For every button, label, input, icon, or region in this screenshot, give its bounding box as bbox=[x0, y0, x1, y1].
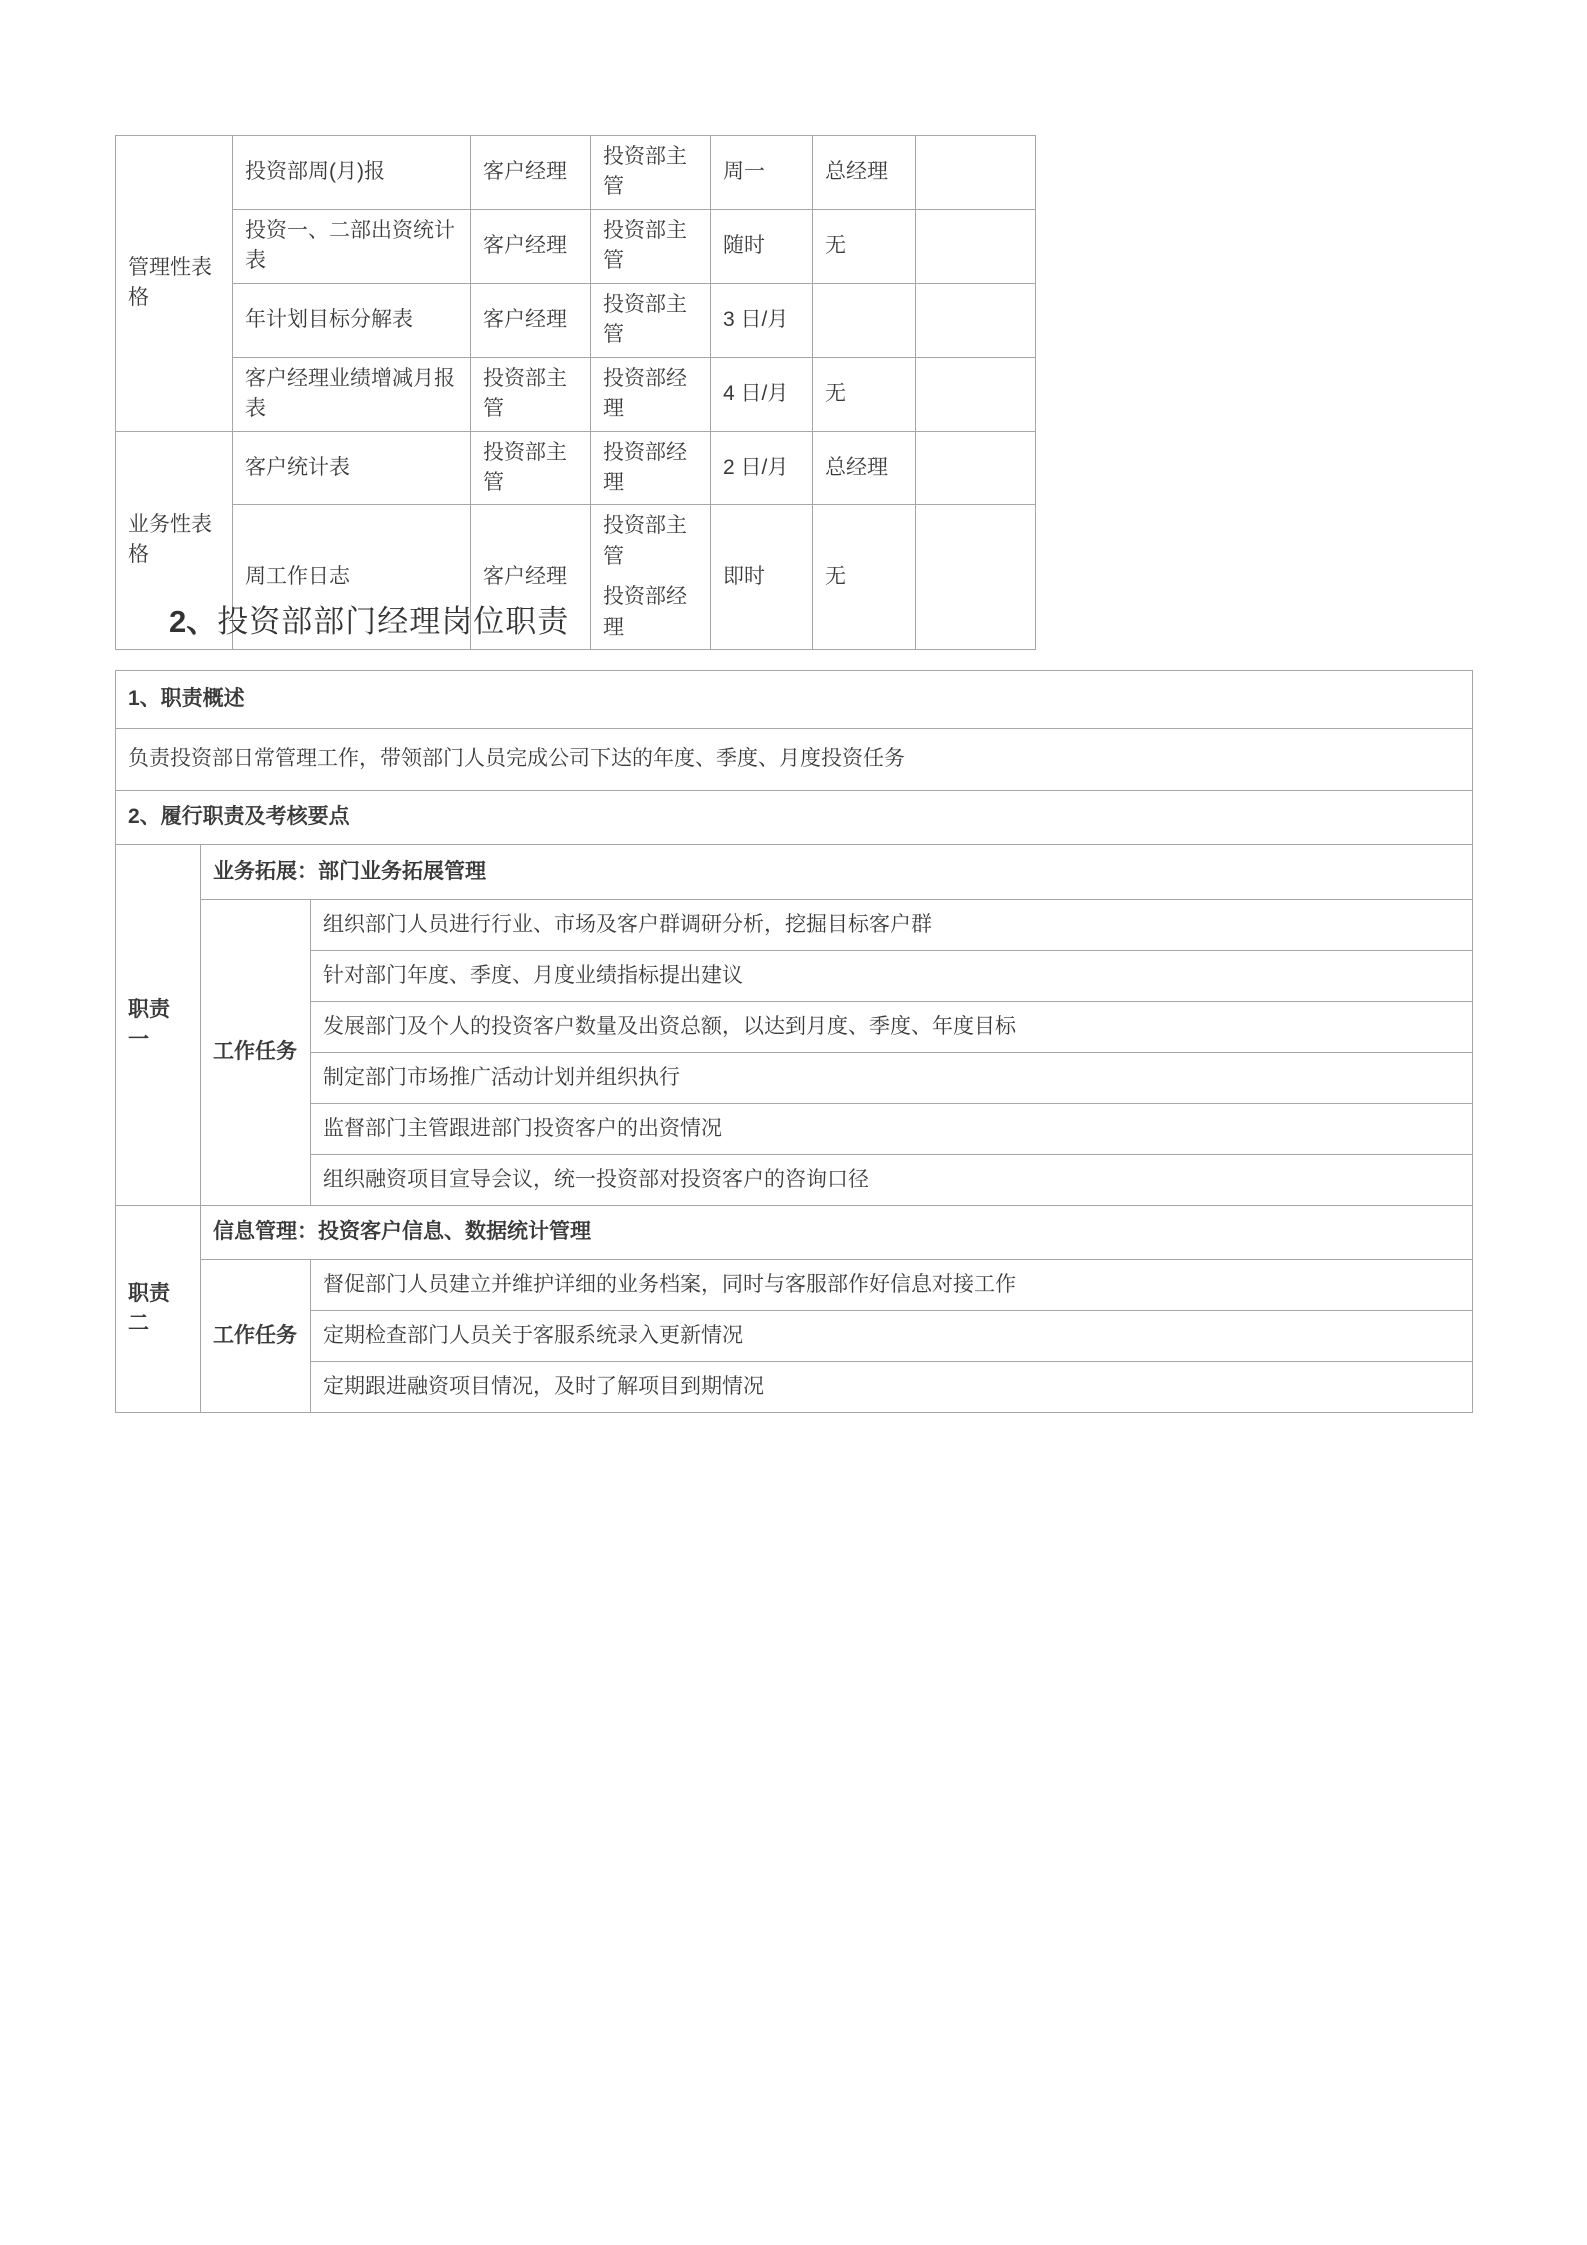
task-item: 定期跟进融资项目情况，及时了解项目到期情况 bbox=[311, 1362, 1473, 1413]
table-row bbox=[116, 357, 1036, 431]
form-reviewer: 投资部主管 bbox=[591, 136, 711, 210]
task-item: 发展部门及个人的投资客户数量及出资总额，以达到月度、季度、年度目标 bbox=[311, 1002, 1473, 1053]
table-row bbox=[116, 209, 1036, 283]
task-item: 督促部门人员建立并维护详细的业务档案，同时与客服部作好信息对接工作 bbox=[311, 1260, 1473, 1311]
form-creator: 投资部主管 bbox=[471, 431, 591, 505]
form-reviewer-line: 投资部经理 bbox=[603, 585, 687, 639]
form-creator: 客户经理 bbox=[471, 505, 591, 650]
section-title: 投资部部门经理岗位职责 bbox=[217, 604, 570, 639]
form-time: 即时 bbox=[711, 505, 813, 650]
table-row bbox=[116, 1155, 1473, 1206]
table-row bbox=[116, 1104, 1473, 1155]
table-row bbox=[116, 1311, 1473, 1362]
duty-category: 信息管理：投资客户信息、数据统计管理 bbox=[201, 1206, 1473, 1260]
form-approver: 无 bbox=[813, 209, 916, 283]
form-approver: 总经理 bbox=[813, 431, 916, 505]
task-item: 组织融资项目宣导会议，统一投资部对投资客户的咨询口径 bbox=[311, 1155, 1473, 1206]
form-name: 投资部周(月)报 bbox=[233, 136, 471, 210]
form-reviewer: 投资部经理 bbox=[591, 431, 711, 505]
table-row bbox=[116, 283, 1036, 357]
form-note bbox=[916, 136, 1036, 210]
table-row bbox=[116, 1053, 1473, 1104]
form-note bbox=[916, 283, 1036, 357]
form-group-label: 管理性表格 bbox=[116, 136, 233, 432]
task-item: 针对部门年度、季度、月度业绩指标提出建议 bbox=[311, 951, 1473, 1002]
task-item: 组织部门人员进行行业、市场及客户群调研分析，挖掘目标客户群 bbox=[311, 900, 1473, 951]
form-note bbox=[916, 209, 1036, 283]
form-time: 3 日/月 bbox=[711, 283, 813, 357]
form-creator: 客户经理 bbox=[471, 136, 591, 210]
table-row bbox=[116, 1002, 1473, 1053]
task-item: 定期检查部门人员关于客服系统录入更新情况 bbox=[311, 1311, 1473, 1362]
form-creator: 客户经理 bbox=[471, 209, 591, 283]
form-time: 随时 bbox=[711, 209, 813, 283]
form-creator: 投资部主管 bbox=[471, 357, 591, 431]
task-item: 监督部门主管跟进部门投资客户的出资情况 bbox=[311, 1104, 1473, 1155]
form-name: 投资一、二部出资统计表 bbox=[233, 209, 471, 283]
table-row bbox=[116, 671, 1473, 729]
overview-text: 负责投资部日常管理工作，带领部门人员完成公司下达的年度、季度、月度投资任务 bbox=[116, 729, 1473, 791]
form-note bbox=[916, 357, 1036, 431]
form-reviewer: 投资部主管 bbox=[591, 209, 711, 283]
table-row bbox=[116, 431, 1036, 505]
task-item: 制定部门市场推广活动计划并组织执行 bbox=[311, 1053, 1473, 1104]
table-row bbox=[116, 136, 1036, 210]
overview-header: 1、职责概述 bbox=[116, 671, 1473, 729]
table-row bbox=[116, 1362, 1473, 1413]
form-note bbox=[916, 505, 1036, 650]
table-row bbox=[116, 1206, 1473, 1260]
form-name: 客户经理业绩增减月报表 bbox=[233, 357, 471, 431]
form-creator: 客户经理 bbox=[471, 283, 591, 357]
points-header: 2、履行职责及考核要点 bbox=[116, 791, 1473, 845]
duty-label: 职责一 bbox=[116, 845, 201, 1206]
form-approver bbox=[813, 283, 916, 357]
table-row bbox=[116, 729, 1473, 791]
task-label: 工作任务 bbox=[201, 900, 311, 1206]
duty-label: 职责二 bbox=[116, 1206, 201, 1413]
form-approver: 总经理 bbox=[813, 136, 916, 210]
task-label: 工作任务 bbox=[201, 1260, 311, 1413]
section-number: 2、 bbox=[169, 604, 218, 639]
form-time: 2 日/月 bbox=[711, 431, 813, 505]
form-name: 年计划目标分解表 bbox=[233, 283, 471, 357]
form-approver: 无 bbox=[813, 505, 916, 650]
table-row bbox=[116, 900, 1473, 951]
form-time: 4 日/月 bbox=[711, 357, 813, 431]
form-reviewer: 投资部主管 bbox=[591, 283, 711, 357]
form-time: 周一 bbox=[711, 136, 813, 210]
table-row bbox=[116, 791, 1473, 845]
form-group-label: 业务性表格 bbox=[116, 431, 233, 650]
form-note bbox=[916, 431, 1036, 505]
form-reviewer: 投资部经理 bbox=[591, 357, 711, 431]
form-name: 周工作日志 bbox=[233, 505, 471, 650]
form-reviewer bbox=[591, 505, 711, 650]
table-row bbox=[116, 845, 1473, 900]
form-name: 客户统计表 bbox=[233, 431, 471, 505]
duties-table bbox=[115, 670, 1473, 1413]
form-reviewer-line: 投资部主管 bbox=[603, 514, 687, 568]
form-approver: 无 bbox=[813, 357, 916, 431]
table-row bbox=[116, 951, 1473, 1002]
section-heading bbox=[169, 600, 569, 644]
table-row bbox=[116, 1260, 1473, 1311]
forms-table bbox=[115, 135, 1036, 650]
duty-category: 业务拓展：部门业务拓展管理 bbox=[201, 845, 1473, 900]
